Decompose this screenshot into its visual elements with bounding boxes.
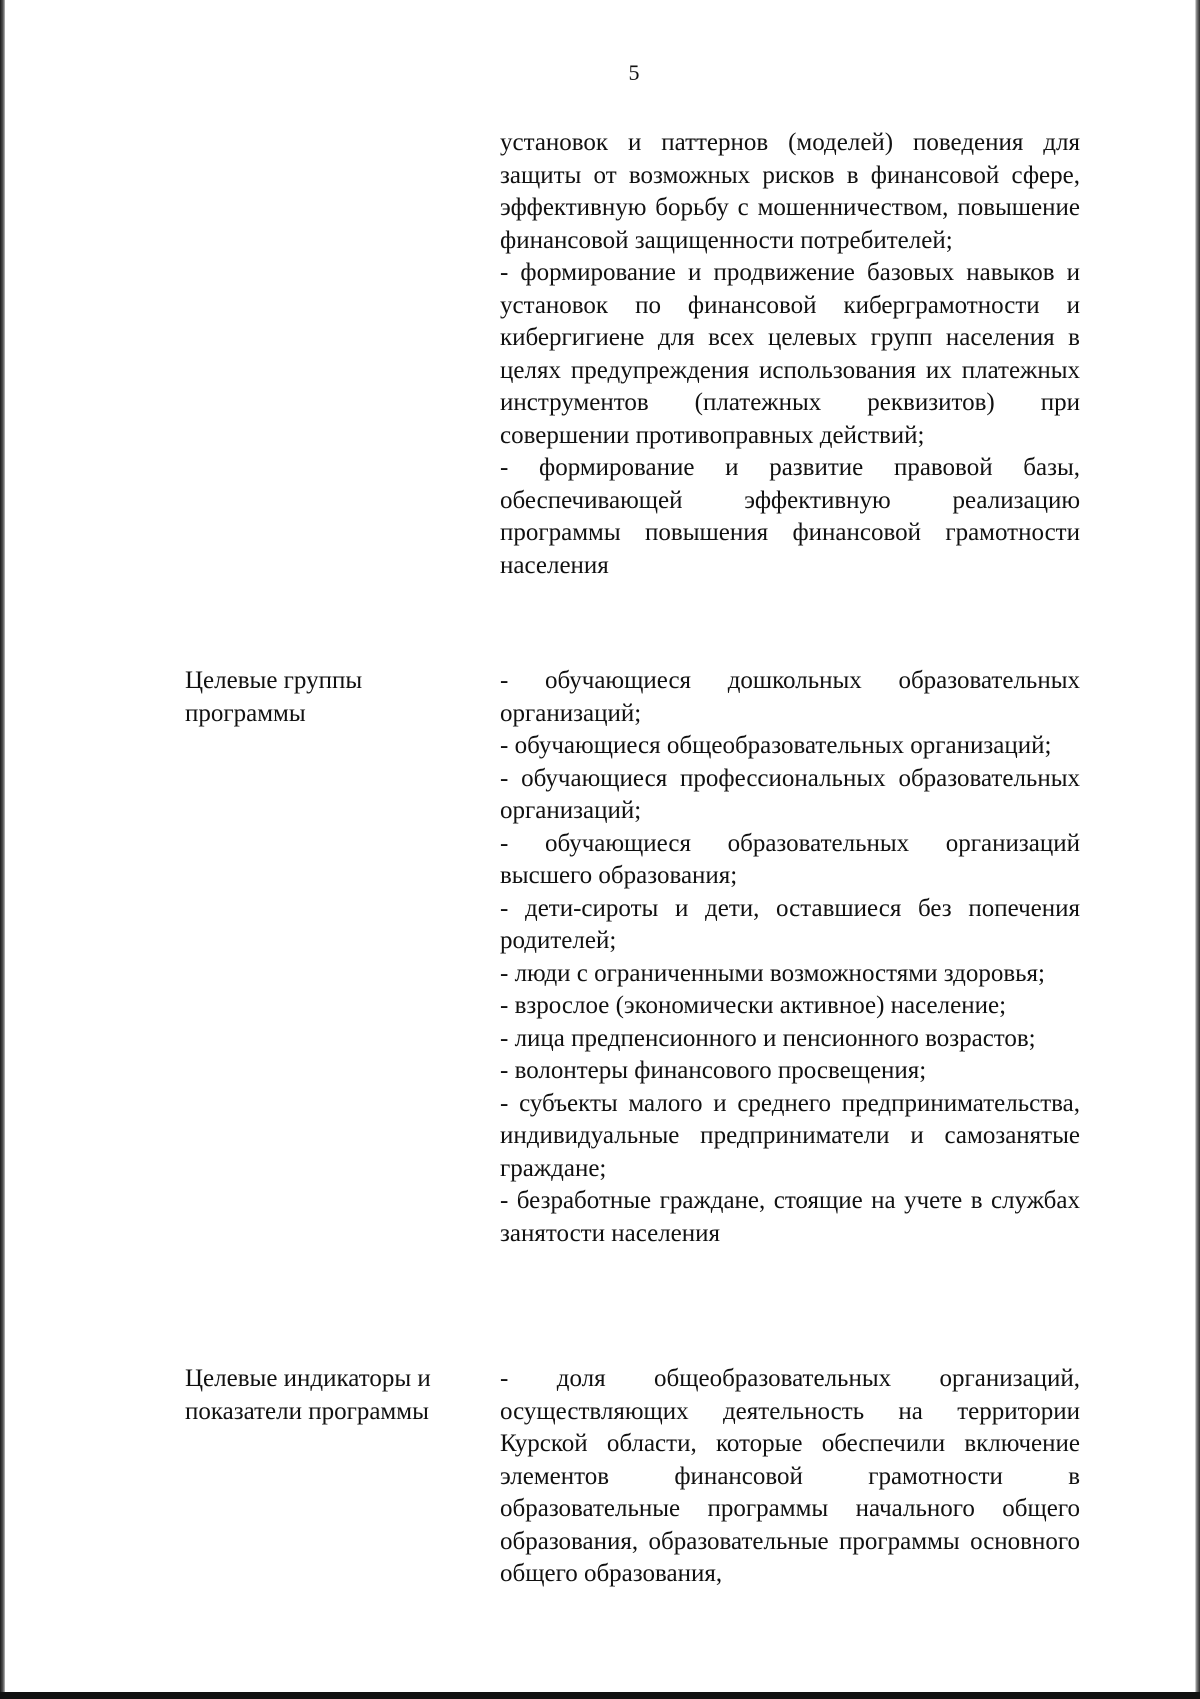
target-group-item: - субъекты малого и среднего предпринимательства, индивидуальные предприниматели и самозанятые граждане; [500,1089,1080,1182]
page-number: 5 [628,60,640,85]
target-group-item: - безработные граждане, стоящие на учете в службах занятости населения [500,1187,1080,1247]
indicators-list [500,1363,1080,1591]
scan-left-edge [0,0,5,1699]
goals-continued-block [500,127,1080,582]
goals-item: - формирование и продвижение базовых навыков и установок по финансовой киберграмотности и кибергигиене для всех целевых групп населения в целях предупреждения использования их платежных инструментов (платежных реквизитов) при совершении противоправных действий; [500,259,1080,449]
target-group-item: - обучающиеся общеобразовательных организаций; [500,732,1052,759]
goals-item: - формирование и развитие правовой базы, обеспечивающей эффективную реализацию программы повышения финансовой грамотности населения [500,454,1080,579]
scan-bottom-edge [0,1692,1200,1699]
target-group-item: - дети-сироты и дети, оставшиеся без попечения родителей; [500,894,1080,954]
target-groups-list [500,665,1080,1250]
target-group-item: - обучающиеся дошкольных образовательных организаций; [500,667,1080,727]
target-group-item: - обучающиеся образовательных организаций высшего образования; [500,829,1080,889]
target-group-item: - лица предпенсионного и пенсионного возрастов; [500,1024,1036,1052]
target-group-item: - взрослое (экономически активное) население; [500,992,1007,1019]
target-group-item: - люди с ограниченными возможностями здоровья; [500,959,1045,987]
target-group-item: - обучающиеся профессиональных образовательных организаций; [500,764,1080,824]
scan-right-edge [1195,0,1200,1699]
target-group-item: - волонтеры финансового просвещения; [500,1057,927,1084]
indicators-label: Целевые индикаторы и показатели программы [185,1365,431,1425]
indicator-item: - доля общеобразовательных организаций, осуществляющих деятельность на территории Курской области, которые обеспечили включение элементов финансовой грамотности в образовательные программы начального общего образования, образовательные программы основного общего образования, [500,1365,1080,1587]
target-groups-label: Целевые группы программы [185,667,363,727]
goals-item: установок и паттернов (моделей) поведения для защиты от возможных рисков в финансовой сфере, эффективную борьбу с мошенничеством, повышение финансовой защищенности потребителей; [500,129,1080,254]
